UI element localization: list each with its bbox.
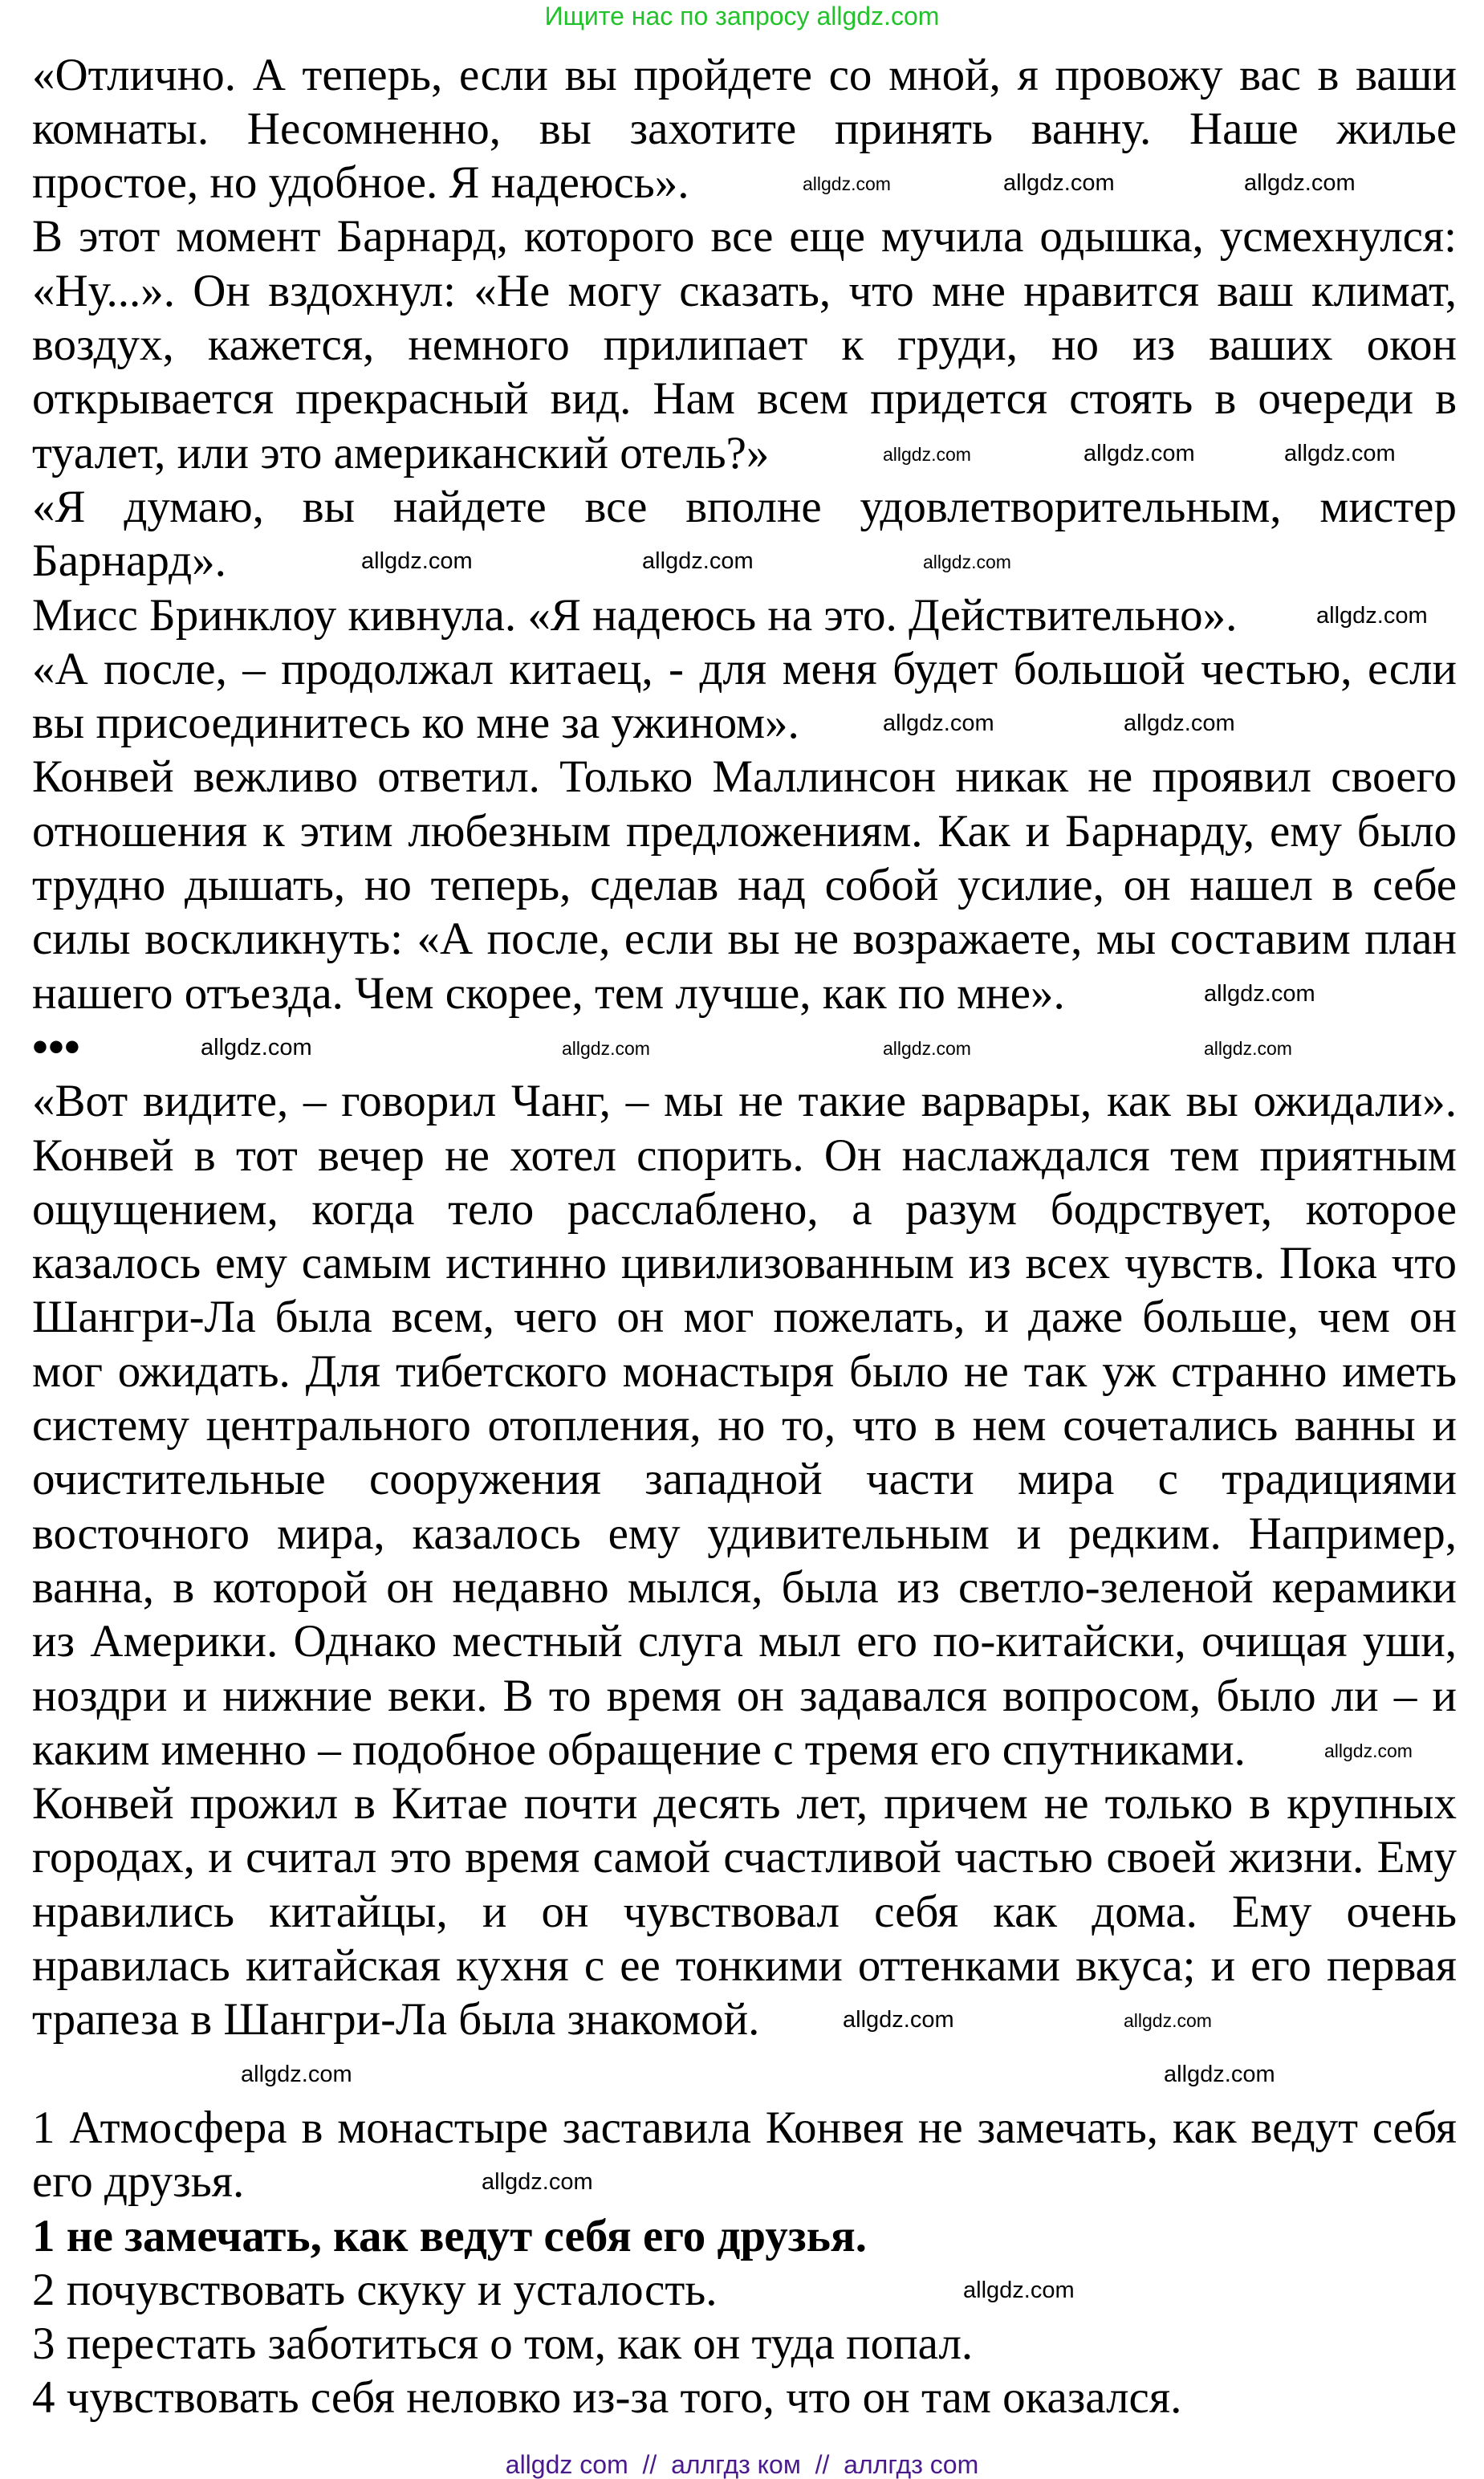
text-line: нашего отъезда. Чем скорее, тем лучше, как по мне». bbox=[32, 967, 1065, 1019]
text-line: отношения к этим любезным предложениям. Как и Барнарду, ему было bbox=[32, 805, 1457, 857]
watermark: allgdz.com bbox=[1324, 1740, 1413, 1761]
watermark: allgdz.com bbox=[241, 2062, 352, 2087]
watermark: allgdz.com bbox=[883, 710, 994, 736]
text-line: ощущением, когда тело расслаблено, а разум бодрствует, которое bbox=[32, 1183, 1457, 1235]
text-line: «А после, – продолжал китаец, - для меня будет большой честью, если bbox=[32, 643, 1457, 694]
watermark: allgdz.com bbox=[201, 1035, 312, 1060]
watermark: allgdz.com bbox=[1204, 1038, 1292, 1059]
text-line: Барнард». bbox=[32, 535, 226, 587]
watermark: allgdz.com bbox=[843, 2007, 954, 2033]
text-line: Конвей вежливо ответил. Только Маллинсон никак не проявил своего bbox=[32, 751, 1457, 803]
text-line: ноздри и нижние веки. В то время он задавался вопросом, было ли – и bbox=[32, 1670, 1457, 1721]
question-line: 3 перестать заботиться о том, как он туда попал. bbox=[32, 2318, 974, 2370]
question-line: 2 почувствовать скуку и усталость. bbox=[32, 2264, 718, 2315]
text-line: «Я думаю, вы найдете все вполне удовлетворительным, мистер bbox=[32, 481, 1457, 532]
watermark: allgdz.com bbox=[1204, 981, 1315, 1007]
watermark: allgdz.com bbox=[562, 1038, 650, 1059]
watermark: allgdz.com bbox=[1124, 710, 1235, 736]
watermark: allgdz.com bbox=[923, 552, 1011, 572]
text-line: «Отлично. А теперь, если вы пройдете со мной, я провожу вас в ваши bbox=[32, 49, 1457, 100]
watermark: allgdz.com bbox=[1284, 441, 1396, 466]
text-line: городах, и считал это время самой счастливой частью своей жизни. Ему bbox=[32, 1832, 1457, 1883]
watermark: allgdz.com bbox=[642, 548, 754, 574]
header-search-hint: Ищите нас по запросу allgdz.com bbox=[544, 2, 940, 31]
watermark: allgdz.com bbox=[803, 173, 891, 194]
text-line: Мисс Бринклоу кивнула. «Я надеюсь на это. Действительно». bbox=[32, 589, 1238, 641]
text-line: воздух, кажется, немного прилипает к груди, но из ваших окон bbox=[32, 320, 1457, 370]
question-line: 1 Атмосфера в монастыре заставила Конвея не замечать, как ведут себя bbox=[32, 2102, 1457, 2153]
watermark: allgdz.com bbox=[1124, 2010, 1212, 2031]
text-line: «Вот видите, – говорил Чанг, – мы не такие варвары, как вы ожидали». bbox=[32, 1076, 1457, 1127]
text-line: ванна, в которой он недавно мылся, была из светло-зеленой керамики bbox=[32, 1561, 1457, 1613]
text-line: вы присоединитесь ко мне за ужином». bbox=[32, 698, 799, 749]
watermark: allgdz.com bbox=[361, 548, 473, 574]
watermark: allgdz.com bbox=[963, 2278, 1075, 2303]
watermark: allgdz.com bbox=[1316, 603, 1428, 629]
text-line: трапеза в Шангри-Ла была знакомой. bbox=[32, 1994, 760, 2045]
text-line: каким именно – подобное обращение с тремя его спутниками. bbox=[32, 1724, 1246, 1775]
text-line: Конвей в тот вечер не хотел спорить. Он наслаждался тем приятным bbox=[32, 1130, 1457, 1181]
text-line: простое, но удобное. Я надеюсь». bbox=[32, 157, 689, 209]
watermark: allgdz.com bbox=[1244, 170, 1356, 196]
watermark: allgdz.com bbox=[883, 444, 971, 465]
text-line: восточного мира, казалось ему удивительным и редким. Например, bbox=[32, 1508, 1457, 1559]
question-line: его друзья. bbox=[32, 2156, 245, 2208]
watermark: allgdz.com bbox=[883, 1038, 971, 1059]
text-line: очистительные сооружения западной части мира с традициями bbox=[32, 1454, 1457, 1505]
text-line: туалет, или это американский отель?» bbox=[32, 427, 770, 478]
text-line: Конвей прожил в Китае почти десять лет, причем не только в крупных bbox=[32, 1778, 1457, 1830]
question-line: 1 не замечать, как ведут себя его друзья. bbox=[32, 2210, 867, 2261]
text-line: из Америки. Однако местный слуга мыл его по-китайски, очищая уши, bbox=[32, 1616, 1457, 1667]
text-line: мог ожидать. Для тибетского монастыря было не так уж странно иметь bbox=[32, 1345, 1457, 1397]
footer-links[interactable]: allgdz com // аллгдз ком // аллгдз com bbox=[505, 2450, 979, 2479]
watermark: allgdz.com bbox=[482, 2169, 593, 2195]
text-line: систему центрального отопления, но то, что в нем сочетались ванны и bbox=[32, 1400, 1457, 1451]
text-line: силы воскликнуть: «А после, если вы не возражаете, мы составим план bbox=[32, 914, 1457, 965]
question-line: 4 чувствовать себя неловко из-за того, что он там оказался. bbox=[32, 2372, 1182, 2424]
text-line: Шангри-Ла была всем, чего он мог пожелать, и даже больше, чем он bbox=[32, 1292, 1457, 1343]
watermark: allgdz.com bbox=[1084, 441, 1195, 466]
section-separator: ••• bbox=[32, 1021, 80, 1073]
text-line: «Ну...». Он вздохнул: «Не могу сказать, что мне нравится ваш климат, bbox=[32, 265, 1457, 316]
text-line: В этот момент Барнард, которого все еще мучила одышка, усмехнулся: bbox=[32, 211, 1457, 263]
text-line: нравились китайцы, и он чувствовал себя как дома. Ему очень bbox=[32, 1886, 1457, 1937]
text-line: трудно дышать, но теперь, сделав над собой усилие, он нашел в себе bbox=[32, 860, 1457, 910]
watermark: allgdz.com bbox=[1003, 170, 1115, 196]
text-line: открывается прекрасный вид. Нам всем придется стоять в очереди в bbox=[32, 373, 1457, 425]
watermark: allgdz.com bbox=[1164, 2062, 1275, 2087]
text-line: казалось ему самым истинно цивилизованным из всех чувств. Пока что bbox=[32, 1238, 1457, 1289]
text-line: комнаты. Несомненно, вы захотите принять ванну. Наше жилье bbox=[32, 103, 1457, 154]
text-line: нравилась китайская кухня с ее тонкими оттенками вкуса; и его первая bbox=[32, 1940, 1457, 1991]
